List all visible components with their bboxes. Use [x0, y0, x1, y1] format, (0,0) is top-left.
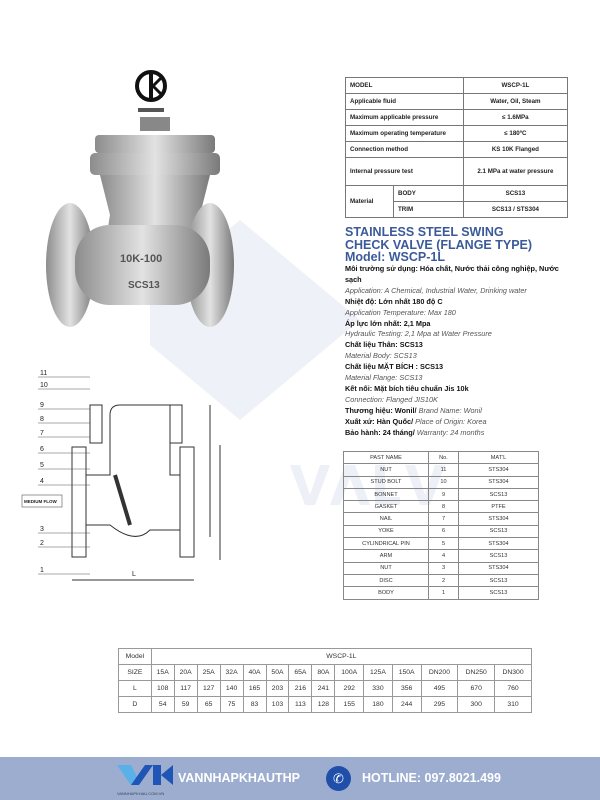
table-row [344, 525, 539, 537]
table-cell: 3 [429, 562, 459, 574]
table-cell: 295 [421, 697, 458, 713]
vi-text: Nhiệt độ: Lớn nhất 180 độ C [345, 296, 443, 306]
size-table [118, 648, 532, 713]
parts-table [343, 451, 539, 600]
table-row [344, 574, 539, 586]
callout-number: 10 [40, 382, 48, 389]
product-model: Model: WSCP-1L [345, 250, 445, 264]
column-header: PAST NAME [344, 452, 429, 464]
callout-number: 9 [40, 402, 44, 409]
table-cell: 244 [392, 697, 421, 713]
table-cell: 760 [495, 681, 532, 697]
technical-drawing [20, 365, 255, 590]
description-line [345, 417, 575, 428]
model-label: Model [119, 649, 152, 665]
spec-value: ≤ 180ºC [463, 126, 567, 142]
table-cell: 8 [429, 501, 459, 513]
table-cell: 180 [364, 697, 393, 713]
row-label: L [119, 681, 152, 697]
table-row [344, 464, 539, 476]
spec-label: Maximum operating temperature [346, 126, 464, 142]
description-line [345, 319, 575, 330]
table-cell: 117 [174, 681, 197, 697]
table-cell: 150A [392, 665, 421, 681]
table-cell: SCS13 [459, 574, 539, 586]
description-line [345, 406, 575, 417]
table-cell: BODY [344, 587, 429, 599]
description-line [345, 308, 575, 319]
description-line [345, 297, 575, 308]
vi-text: Chất liệu Thân: SCS13 [345, 340, 423, 350]
spec-label: MODEL [346, 78, 464, 94]
table-cell: 32A [220, 665, 243, 681]
table-cell: 15A [151, 665, 174, 681]
table-cell: 9 [429, 488, 459, 500]
table-cell: GASKET [344, 501, 429, 513]
en-text: Material Body: SCS13 [345, 351, 417, 361]
table-cell: CYLINDRICAL PIN [344, 538, 429, 550]
callout-number: 11 [40, 370, 48, 377]
table-cell: STS304 [459, 464, 539, 476]
spec-label: Internal pressure test [346, 158, 464, 186]
callout-number: 4 [40, 478, 44, 485]
en-text: Place of Origin: Korea [413, 416, 487, 426]
table-row [344, 476, 539, 488]
table-cell: SCS13 [459, 587, 539, 599]
table-cell: 25A [197, 665, 220, 681]
table-cell: ARM [344, 550, 429, 562]
table-cell: 83 [243, 697, 266, 713]
cast-text-size: 10K-100 [120, 253, 163, 265]
title-line-1: STAINLESS STEEL SWING [345, 225, 504, 239]
spec-value: ≤ 1.6MPa [463, 110, 567, 126]
table-cell: 10 [429, 476, 459, 488]
table-cell: 40A [243, 665, 266, 681]
table-cell: NUT [344, 562, 429, 574]
en-text: Hydraulic Testing: 2,1 Mpa at Water Pressure [345, 329, 492, 339]
cast-text-material: SCS13 [128, 280, 160, 291]
table-cell: 59 [174, 697, 197, 713]
table-cell: DISC [344, 574, 429, 586]
kc-certification-logo [135, 68, 167, 116]
description-line [345, 351, 575, 362]
spec-row [346, 126, 568, 142]
table-cell: 7 [429, 513, 459, 525]
vi-text: Môi trường sử dụng: Hóa chất, Nước thải công nghiệp, Nước sạch [345, 264, 559, 284]
table-cell: 125A [364, 665, 393, 681]
en-text: Application: A Chemical, Industrial Water, Drinking water [345, 285, 527, 295]
flow-label: MEDIUM FLOW [24, 499, 57, 504]
vi-text: Áp lực lớn nhất: 2,1 Mpa [345, 318, 431, 328]
column-header: No. [429, 452, 459, 464]
description-line [345, 286, 575, 297]
product-description [345, 264, 575, 439]
description-line [345, 428, 575, 439]
table-row [344, 513, 539, 525]
table-cell: SCS13 [459, 488, 539, 500]
description-line [345, 362, 575, 373]
hotline[interactable]: HOTLINE: 097.8021.499 [362, 771, 501, 785]
table-cell: 356 [392, 681, 421, 697]
table-cell: 4 [429, 550, 459, 562]
material-value: SCS13 / STS304 [463, 202, 567, 218]
callout-numbers [38, 370, 90, 574]
table-cell: 20A [174, 665, 197, 681]
en-text: Application Temperature: Max 180 [345, 307, 456, 317]
table-cell: 216 [289, 681, 312, 697]
table-row [119, 681, 532, 697]
callout-number: 8 [40, 416, 44, 423]
table-cell: STS304 [459, 476, 539, 488]
table-cell: 127 [197, 681, 220, 697]
table-cell: 155 [335, 697, 364, 713]
table-cell: NAIL [344, 513, 429, 525]
table-cell: YOKE [344, 525, 429, 537]
callout-number: 1 [40, 567, 44, 574]
table-cell: SCS13 [459, 550, 539, 562]
table-cell: 5 [429, 538, 459, 550]
table-cell: STUD BOLT [344, 476, 429, 488]
footer-bar [0, 757, 600, 800]
en-text: Material Flange: SCS13 [345, 373, 423, 383]
table-cell: BONNET [344, 488, 429, 500]
callout-number: 3 [40, 526, 44, 533]
table-cell: 80A [312, 665, 335, 681]
spec-label: Applicable fluid [346, 94, 464, 110]
callout-number: 6 [40, 446, 44, 453]
en-text: Brand Name: Wonil [416, 405, 482, 415]
table-cell: 108 [151, 681, 174, 697]
table-cell: 203 [266, 681, 289, 697]
vi-text: Thương hiệu: Wonil/ [345, 405, 417, 415]
phone-icon[interactable]: ✆ [326, 766, 351, 791]
table-cell: STS304 [459, 538, 539, 550]
row-label: D [119, 697, 152, 713]
vi-text: Xuất xứ: Hàn Quốc/ [345, 416, 414, 426]
valve-photo [40, 115, 240, 355]
callout-number: 7 [40, 430, 44, 437]
spec-value: KS 10K Flanged [463, 142, 567, 158]
description-line [345, 395, 575, 406]
spec-row [346, 94, 568, 110]
parts-header [344, 452, 539, 464]
spec-row [346, 110, 568, 126]
table-cell: DN300 [495, 665, 532, 681]
description-line [345, 329, 575, 340]
table-row [344, 550, 539, 562]
spec-label: Maximum applicable pressure [346, 110, 464, 126]
table-cell: 1 [429, 587, 459, 599]
table-cell: 128 [312, 697, 335, 713]
material-part: TRIM [394, 202, 464, 218]
spec-label: Connection method [346, 142, 464, 158]
vi-text: Chất liệu MẶT BÍCH : SCS13 [345, 362, 444, 372]
title-line-2: CHECK VALVE (FLANGE TYPE) [345, 237, 533, 252]
table-row [344, 562, 539, 574]
en-text: Warranty: 24 months [414, 427, 485, 437]
vi-text: Kết nối: Mặt bích tiêu chuẩn Jis 10k [345, 383, 469, 393]
table-cell: 100A [335, 665, 364, 681]
vi-text: Bảo hành: 24 tháng/ [345, 427, 415, 437]
material-part: BODY [394, 186, 464, 202]
table-cell: DN250 [458, 665, 495, 681]
table-cell: DN200 [421, 665, 458, 681]
product-title [345, 226, 532, 264]
material-label: Material [346, 186, 394, 218]
table-cell: 6 [429, 525, 459, 537]
material-value: SCS13 [463, 186, 567, 202]
model-row [119, 649, 532, 665]
callout-number: 2 [40, 540, 44, 547]
callout-number: 5 [40, 462, 44, 469]
spec-value: WSCP-1L [463, 78, 567, 94]
description-line [345, 384, 575, 395]
en-text: Connection: Flanged JIS10K [345, 394, 438, 404]
table-cell: 11 [429, 464, 459, 476]
table-cell: SCS13 [459, 525, 539, 537]
spec-row [346, 186, 568, 202]
table-cell: STS304 [459, 562, 539, 574]
row-label: SIZE [119, 665, 152, 681]
table-cell: 103 [266, 697, 289, 713]
table-cell: 300 [458, 697, 495, 713]
table-cell: 310 [495, 697, 532, 713]
table-row [344, 488, 539, 500]
brand-name: VANNHAPKHAUTHP [178, 771, 300, 785]
spec-row [346, 158, 568, 186]
table-cell: 65A [289, 665, 312, 681]
description-line [345, 340, 575, 351]
table-cell: 330 [364, 681, 393, 697]
table-row [119, 697, 532, 713]
table-cell: 140 [220, 681, 243, 697]
table-cell: PTFE [459, 501, 539, 513]
table-cell: 75 [220, 697, 243, 713]
spec-row [346, 142, 568, 158]
spec-row [346, 78, 568, 94]
brand-logo [117, 763, 175, 794]
table-cell: NUT [344, 464, 429, 476]
spec-value: 2.1 MPa at water pressure [463, 158, 567, 186]
table-row [344, 538, 539, 550]
description-line [345, 373, 575, 384]
dimension-L: L [132, 571, 136, 578]
table-cell: 165 [243, 681, 266, 697]
table-cell: 2 [429, 574, 459, 586]
spec-table [345, 77, 568, 218]
table-cell: 113 [289, 697, 312, 713]
table-cell: 65 [197, 697, 220, 713]
model-value: WSCP-1L [151, 649, 531, 665]
table-cell: 241 [312, 681, 335, 697]
brand-url: VANNHAPKHAU.COM.VN [117, 791, 165, 796]
spec-value: Water, Oil, Steam [463, 94, 567, 110]
table-cell: 495 [421, 681, 458, 697]
table-cell: 54 [151, 697, 174, 713]
table-row [344, 587, 539, 599]
column-header: MAT'L [459, 452, 539, 464]
table-cell: 50A [266, 665, 289, 681]
table-cell: STS304 [459, 513, 539, 525]
description-line [345, 264, 575, 286]
table-row [344, 501, 539, 513]
table-cell: 292 [335, 681, 364, 697]
table-row [119, 665, 532, 681]
table-cell: 670 [458, 681, 495, 697]
